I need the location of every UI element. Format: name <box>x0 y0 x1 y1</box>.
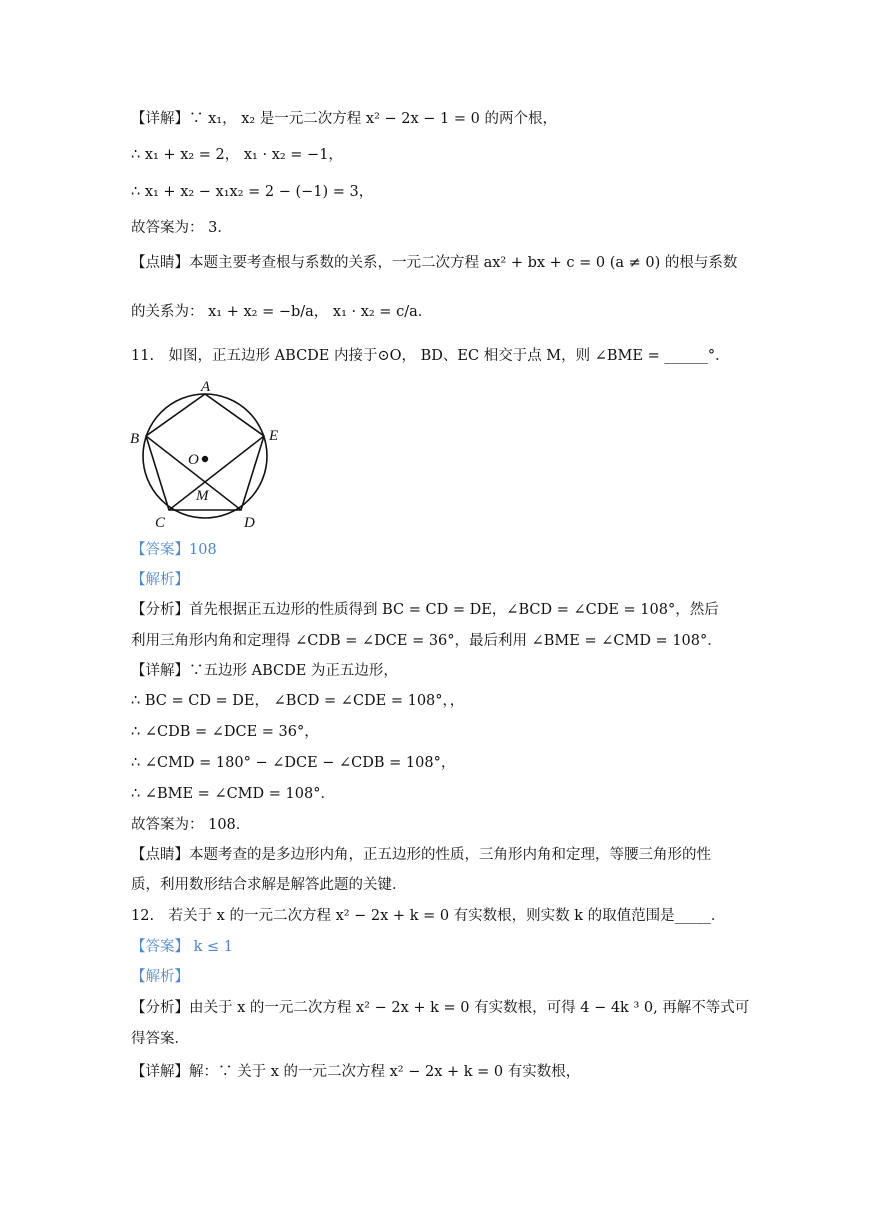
label-b: B <box>130 431 140 447</box>
text-line: 【分析】由关于 x 的一元二次方程 x² − 2x + k = 0 有实数根，可得 4 − 4k ³ 0, 再解不等式可 <box>131 1000 750 1016</box>
label-d: D <box>244 515 255 531</box>
label-m: M <box>196 488 209 504</box>
question-12: 12. 若关于 x 的一元二次方程 x² − 2x + k = 0 有实数根，则实数 k 的取值范围是_____． <box>131 908 726 924</box>
analysis-heading: 【解析】 <box>131 969 189 985</box>
text-line: 故答案为： 108． <box>131 817 251 833</box>
text-line: 【详解】∵ x₁， x₂ 是一元二次方程 x² − 2x − 1 = 0 的两个根， <box>131 111 557 127</box>
pentagon-circle-figure <box>128 372 288 532</box>
text-line: 【分析】首先根据正五边形的性质得到 BC = CD = DE，∠BCD = ∠CDE = 108°，然后 <box>131 602 719 618</box>
text-line: 利用三角形内角和定理得 ∠CDB = ∠DCE = 36°，最后利用 ∠BME = ∠CMD = 108°． <box>131 633 722 649</box>
text-line: 故答案为： 3． <box>131 220 232 236</box>
text-line: 【详解】解：∵ 关于 x 的一元二次方程 x² − 2x + k = 0 有实数根， <box>131 1064 581 1080</box>
label-o: O <box>188 452 199 468</box>
text-line: ∴ ∠BME = ∠CMD = 108°． <box>131 786 335 802</box>
text-line: ∴ x₁ + x₂ = 2， x₁ · x₂ = −1， <box>131 147 343 163</box>
text-line: ∴ BC = CD = DE， ∠BCD = ∠CDE = 108°，， <box>131 693 465 709</box>
text-line: ∴ x₁ + x₂ − x₁x₂ = 2 − (−1) = 3， <box>131 184 374 200</box>
label-a: A <box>201 379 211 395</box>
text-line: 得答案． <box>131 1031 189 1047</box>
text-line: 的关系为： x₁ + x₂ = −b/a， x₁ · x₂ = c/a． <box>131 304 433 320</box>
center-point-o <box>202 456 208 462</box>
text-line: 【点睛】本题考查的是多边形内角，正五边形的性质，三角形内角和定理，等腰三角形的性 <box>131 847 711 863</box>
label-e: E <box>269 428 279 444</box>
text-line: ∴ ∠CDB = ∠DCE = 36°， <box>131 724 319 740</box>
question-11: 11. 如图，正五边形 ABCDE 内接于⊙O， BD、EC 相交于点 M，则 ∠BME = ______°． <box>131 348 730 364</box>
answer-12: 【答案】 k ≤ 1 <box>131 939 233 955</box>
analysis-heading: 【解析】 <box>131 572 189 588</box>
text-line: 【点睛】本题主要考查根与系数的关系，一元二次方程 ax² + bx + c = 0 (a ≠ 0) 的根与系数 <box>131 255 738 271</box>
answer-11: 【答案】108 <box>131 542 217 558</box>
text-line: 质，利用数形结合求解是解答此题的关键． <box>131 877 407 893</box>
label-c: C <box>155 515 166 531</box>
text-line: ∴ ∠CMD = 180° − ∠DCE − ∠CDB = 108°， <box>131 755 456 771</box>
text-line: 【详解】∵五边形 ABCDE 为正五边形， <box>131 663 398 679</box>
